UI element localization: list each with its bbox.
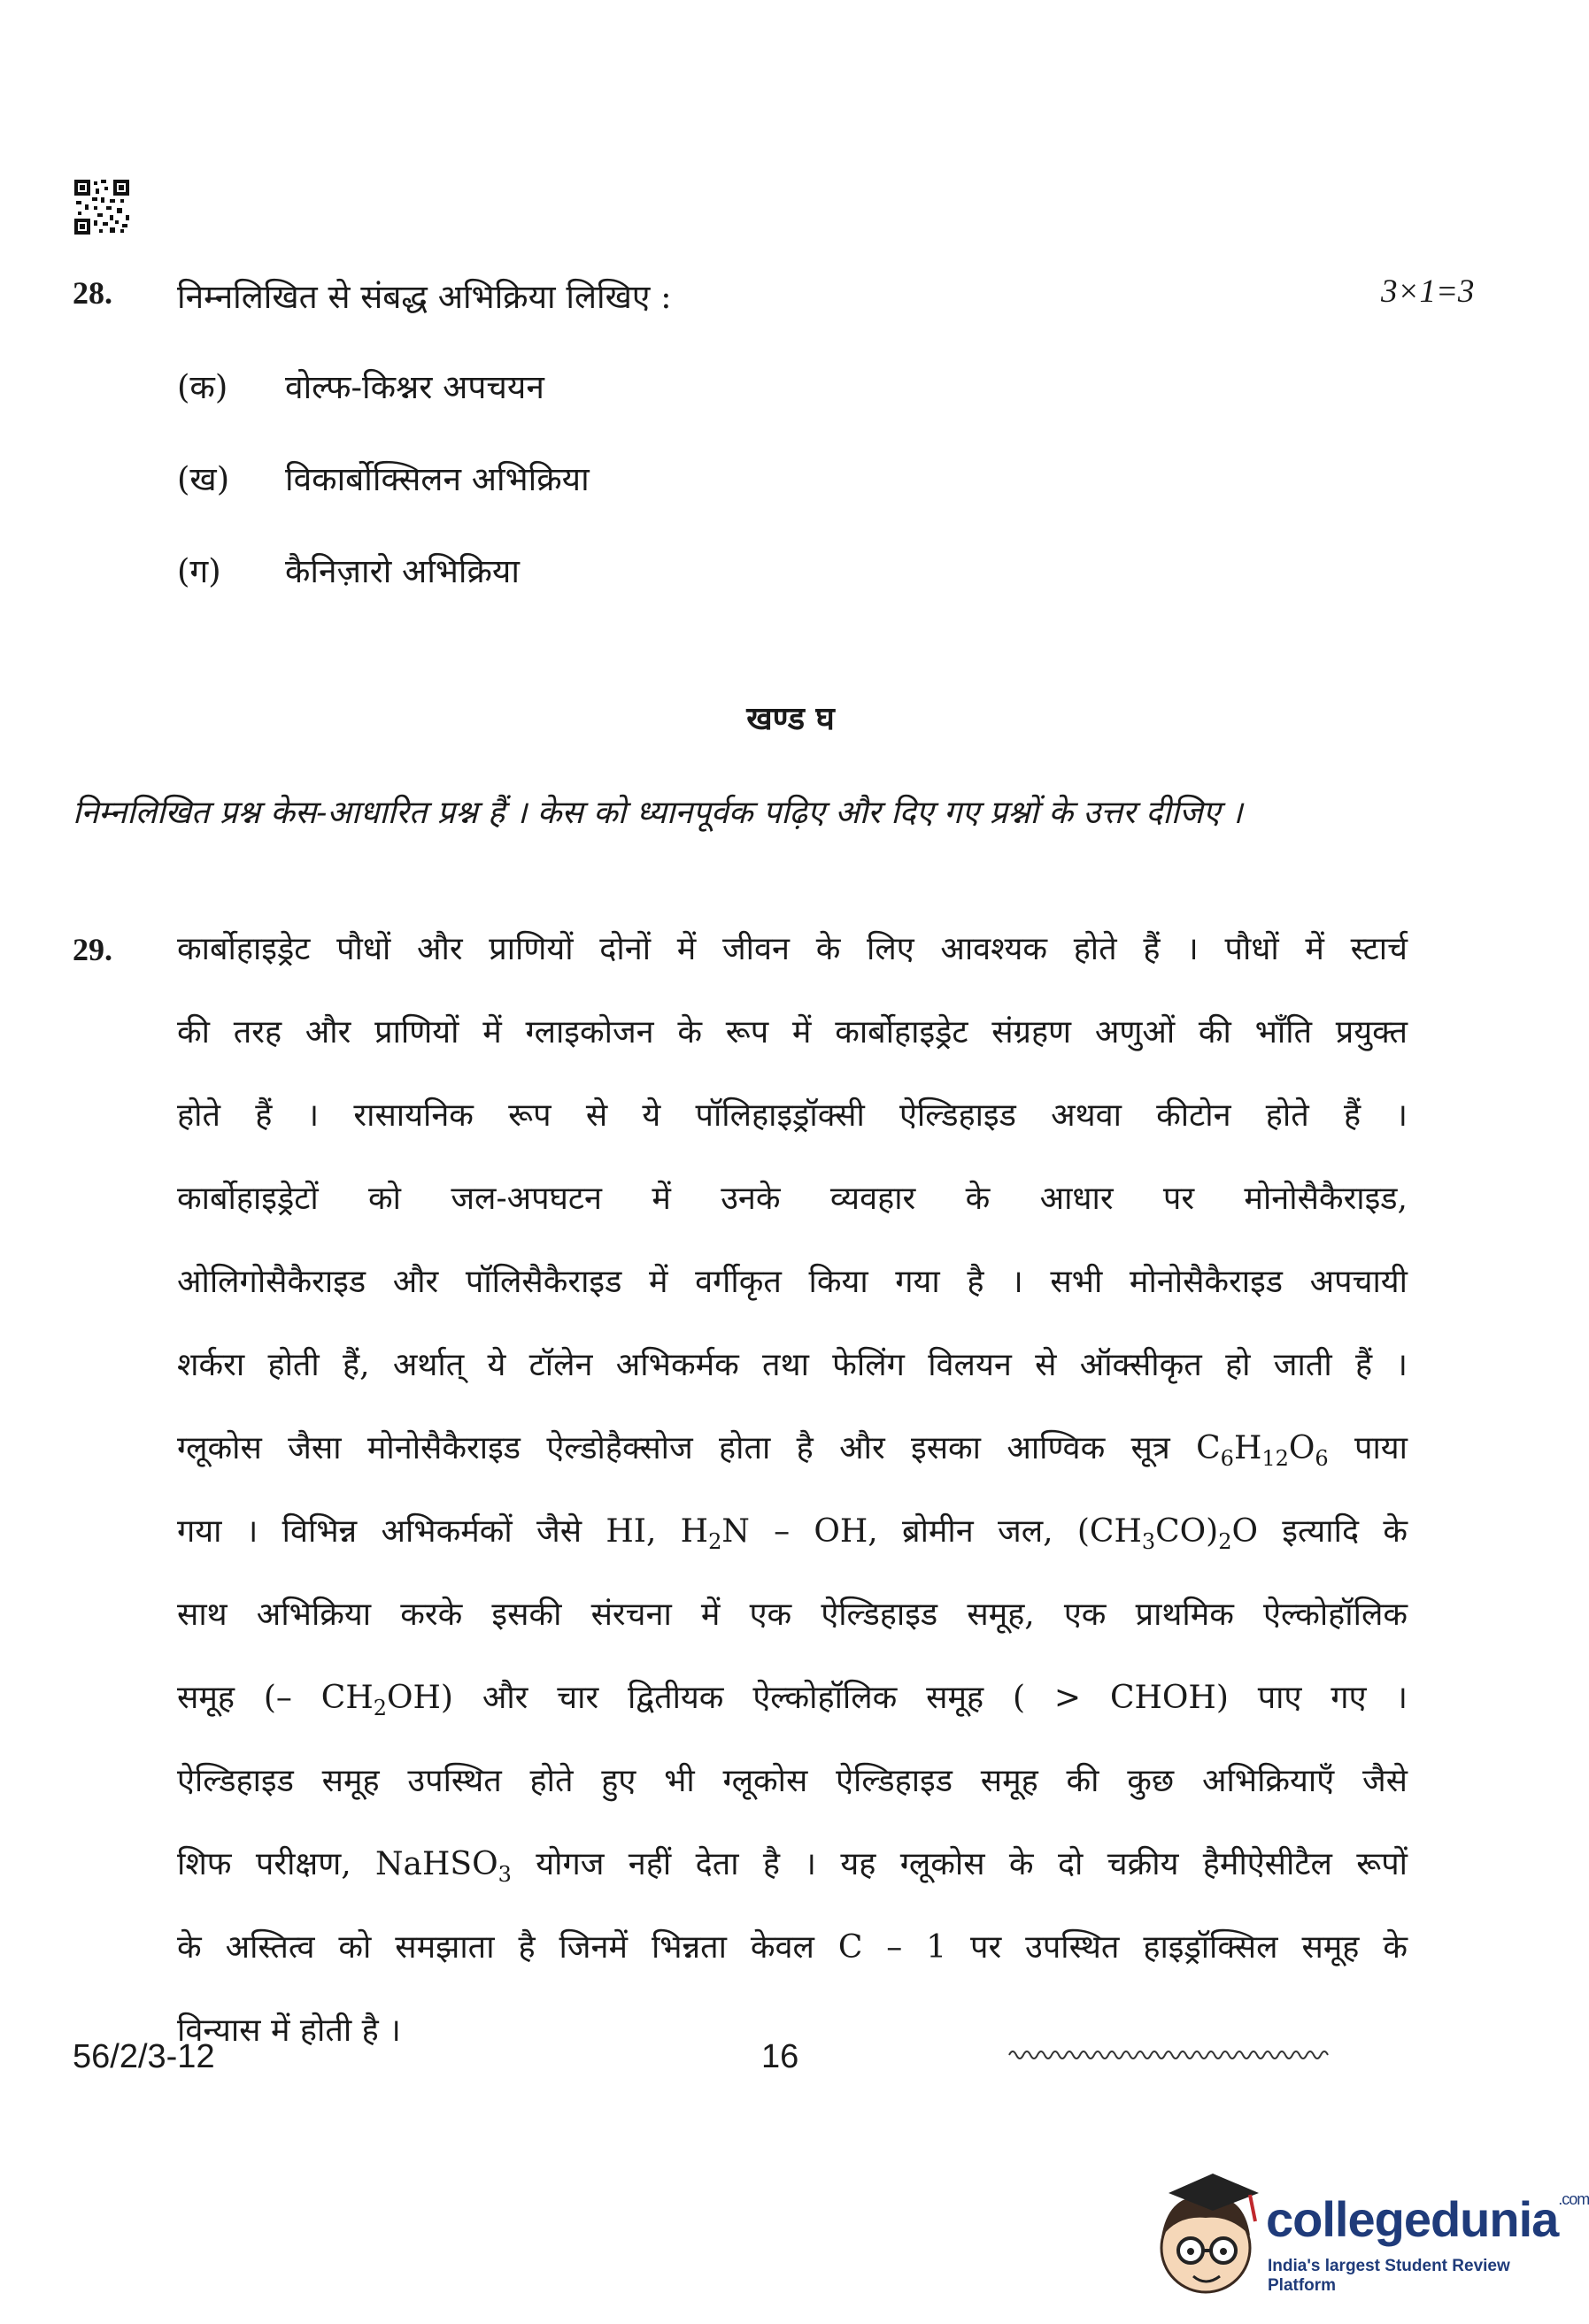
option-text: वोल्फ-किश्नर अपचयन — [285, 368, 544, 406]
question-number: 29. — [73, 932, 112, 967]
passage-line — [177, 1501, 1408, 1584]
passage-line — [177, 1335, 1408, 1418]
subscript: 12 — [1261, 1446, 1289, 1472]
section-instruction: निम्नलिखित प्रश्न केस-आधारित प्रश्न हैं । केस को ध्यानपूर्वक पढ़िए और दिए गए प्रश्नों के उत्तर दीजिए । — [73, 795, 1243, 831]
passage-text: पाया — [1328, 1430, 1408, 1466]
passage-text: साथ अभिक्रिया करके इसकी संरचना में एक ऐल्डिहाइड समूह, एक प्राथमिक ऐल्कोहॉलिक — [177, 1597, 1408, 1633]
passage-line — [177, 1168, 1408, 1251]
passage-text: होते हैं । रासायनिक रूप से ये पॉलिहाइड्रॉक्सी ऐल्डिहाइड अथवा कीटोन होते हैं । — [177, 1097, 1408, 1134]
passage-line — [177, 1834, 1408, 1917]
subscript: 3 — [1141, 1529, 1156, 1555]
passage-text: समूह (– CH — [177, 1680, 374, 1716]
passage-line — [177, 1584, 1408, 1667]
passage-text: विन्यास में होती है । — [177, 2012, 401, 2049]
brand-tagline: India's largest Student Review Platform — [1268, 2257, 1510, 2295]
passage-text: के अस्तित्व को समझाता है जिनमें भिन्नता केवल C – 1 पर उपस्थित हाइड्रॉक्सिल समूह के — [177, 1929, 1408, 1966]
passage-text: O — [1288, 1430, 1315, 1466]
passage-line — [177, 1751, 1408, 1834]
passage-line — [177, 1085, 1408, 1168]
subscript: 6 — [1315, 1446, 1329, 1472]
question-number: 28. — [73, 275, 112, 311]
passage-line — [177, 1418, 1408, 1501]
option-label: (क) — [177, 368, 228, 406]
wavy-line-icon — [1009, 2046, 1328, 2064]
passage-line — [177, 1251, 1408, 1335]
section-title: खण्ड घ — [746, 700, 835, 737]
subscript: 2 — [1218, 1529, 1232, 1555]
mascot-icon — [1151, 2166, 1266, 2308]
option-text: कैनिज़ारो अभिक्रिया — [285, 552, 520, 590]
passage-text: ग्लूकोस जैसा मोनोसैकैराइड ऐल्डोहैक्सोज होता है और इसका आण्विक सूत्र C — [177, 1430, 1221, 1466]
question-text: निम्नलिखित से संबद्ध अभिक्रिया लिखिए : — [177, 278, 672, 316]
subscript: 2 — [708, 1529, 722, 1555]
passage-text: ओलिगोसैकैराइड और पॉलिसैकैराइड में वर्गीकृत किया गया है । सभी मोनोसैकैराइड अपचायी — [177, 1264, 1408, 1300]
passage-line — [177, 1917, 1408, 2000]
passage-line — [177, 1667, 1408, 1751]
passage-text: H — [1233, 1430, 1262, 1466]
page-number: 16 — [761, 2038, 799, 2075]
passage-text: OH) और चार द्वितीयक ऐल्कोहॉलिक समूह ( > CHOH) पाए गए । — [387, 1680, 1408, 1716]
passage-text: कार्बोहाइड्रेट पौधों और प्राणियों दोनों में जीवन के लिए आवश्यक होते हैं । पौधों में स्टार्च — [177, 931, 1408, 967]
passage-text: योगज नहीं देता है । यह ग्लूकोस के दो चक्रीय हैमीऐसीटैल रूपों — [511, 1846, 1408, 1882]
paper-code: 56/2/3-12 — [73, 2038, 215, 2075]
subscript: 2 — [373, 1696, 388, 1721]
passage-text: की तरह और प्राणियों में ग्लाइकोजन के रूप में कार्बोहाइड्रेट संग्रहण अणुओं की भाँति प्रयुक्त — [177, 1014, 1408, 1050]
subscript: 3 — [498, 1862, 512, 1888]
subscript: 6 — [1220, 1446, 1234, 1472]
option-label: (ख) — [177, 460, 230, 498]
marks-allocation: 3×1=3 — [1381, 273, 1475, 310]
passage-text: N – OH, ब्रोमीन जल, (CH — [721, 1513, 1142, 1550]
qr-code-icon — [74, 180, 129, 235]
passage-text: कार्बोहाइड्रेटों को जल-अपघटन में उनके व्यवहार के आधार पर मोनोसैकैराइड, — [177, 1181, 1408, 1217]
passage-text: गया । विभिन्न अभिकर्मकों जैसे HI, H — [177, 1513, 709, 1550]
brand-name: collegedunia$^{.com}$ — [1266, 2190, 1589, 2247]
passage-text: O इत्यादि के — [1231, 1513, 1408, 1550]
passage-text: शर्करा होती हैं, अर्थात् ये टॉलेन अभिकर्मक तथा फेलिंग विलयन से ऑक्सीकृत हो जाती हैं । — [177, 1347, 1408, 1383]
option-text: विकार्बोक्सिलन अभिक्रिया — [285, 460, 590, 498]
passage-text: ऐल्डिहाइड समूह उपस्थित होते हुए भी ग्लूकोस ऐल्डिहाइड समूह की कुछ अभिक्रियाएँ जैसे — [177, 1763, 1408, 1799]
passage-line — [177, 919, 1408, 1002]
passage-line — [177, 1002, 1408, 1085]
passage-text: शिफ परीक्षण, NaHSO — [177, 1846, 498, 1882]
passage-text: CO) — [1155, 1513, 1219, 1550]
brand-suffix: .com — [1558, 2190, 1589, 2208]
case-passage — [177, 919, 1408, 2083]
option-label: (ग) — [177, 552, 221, 590]
